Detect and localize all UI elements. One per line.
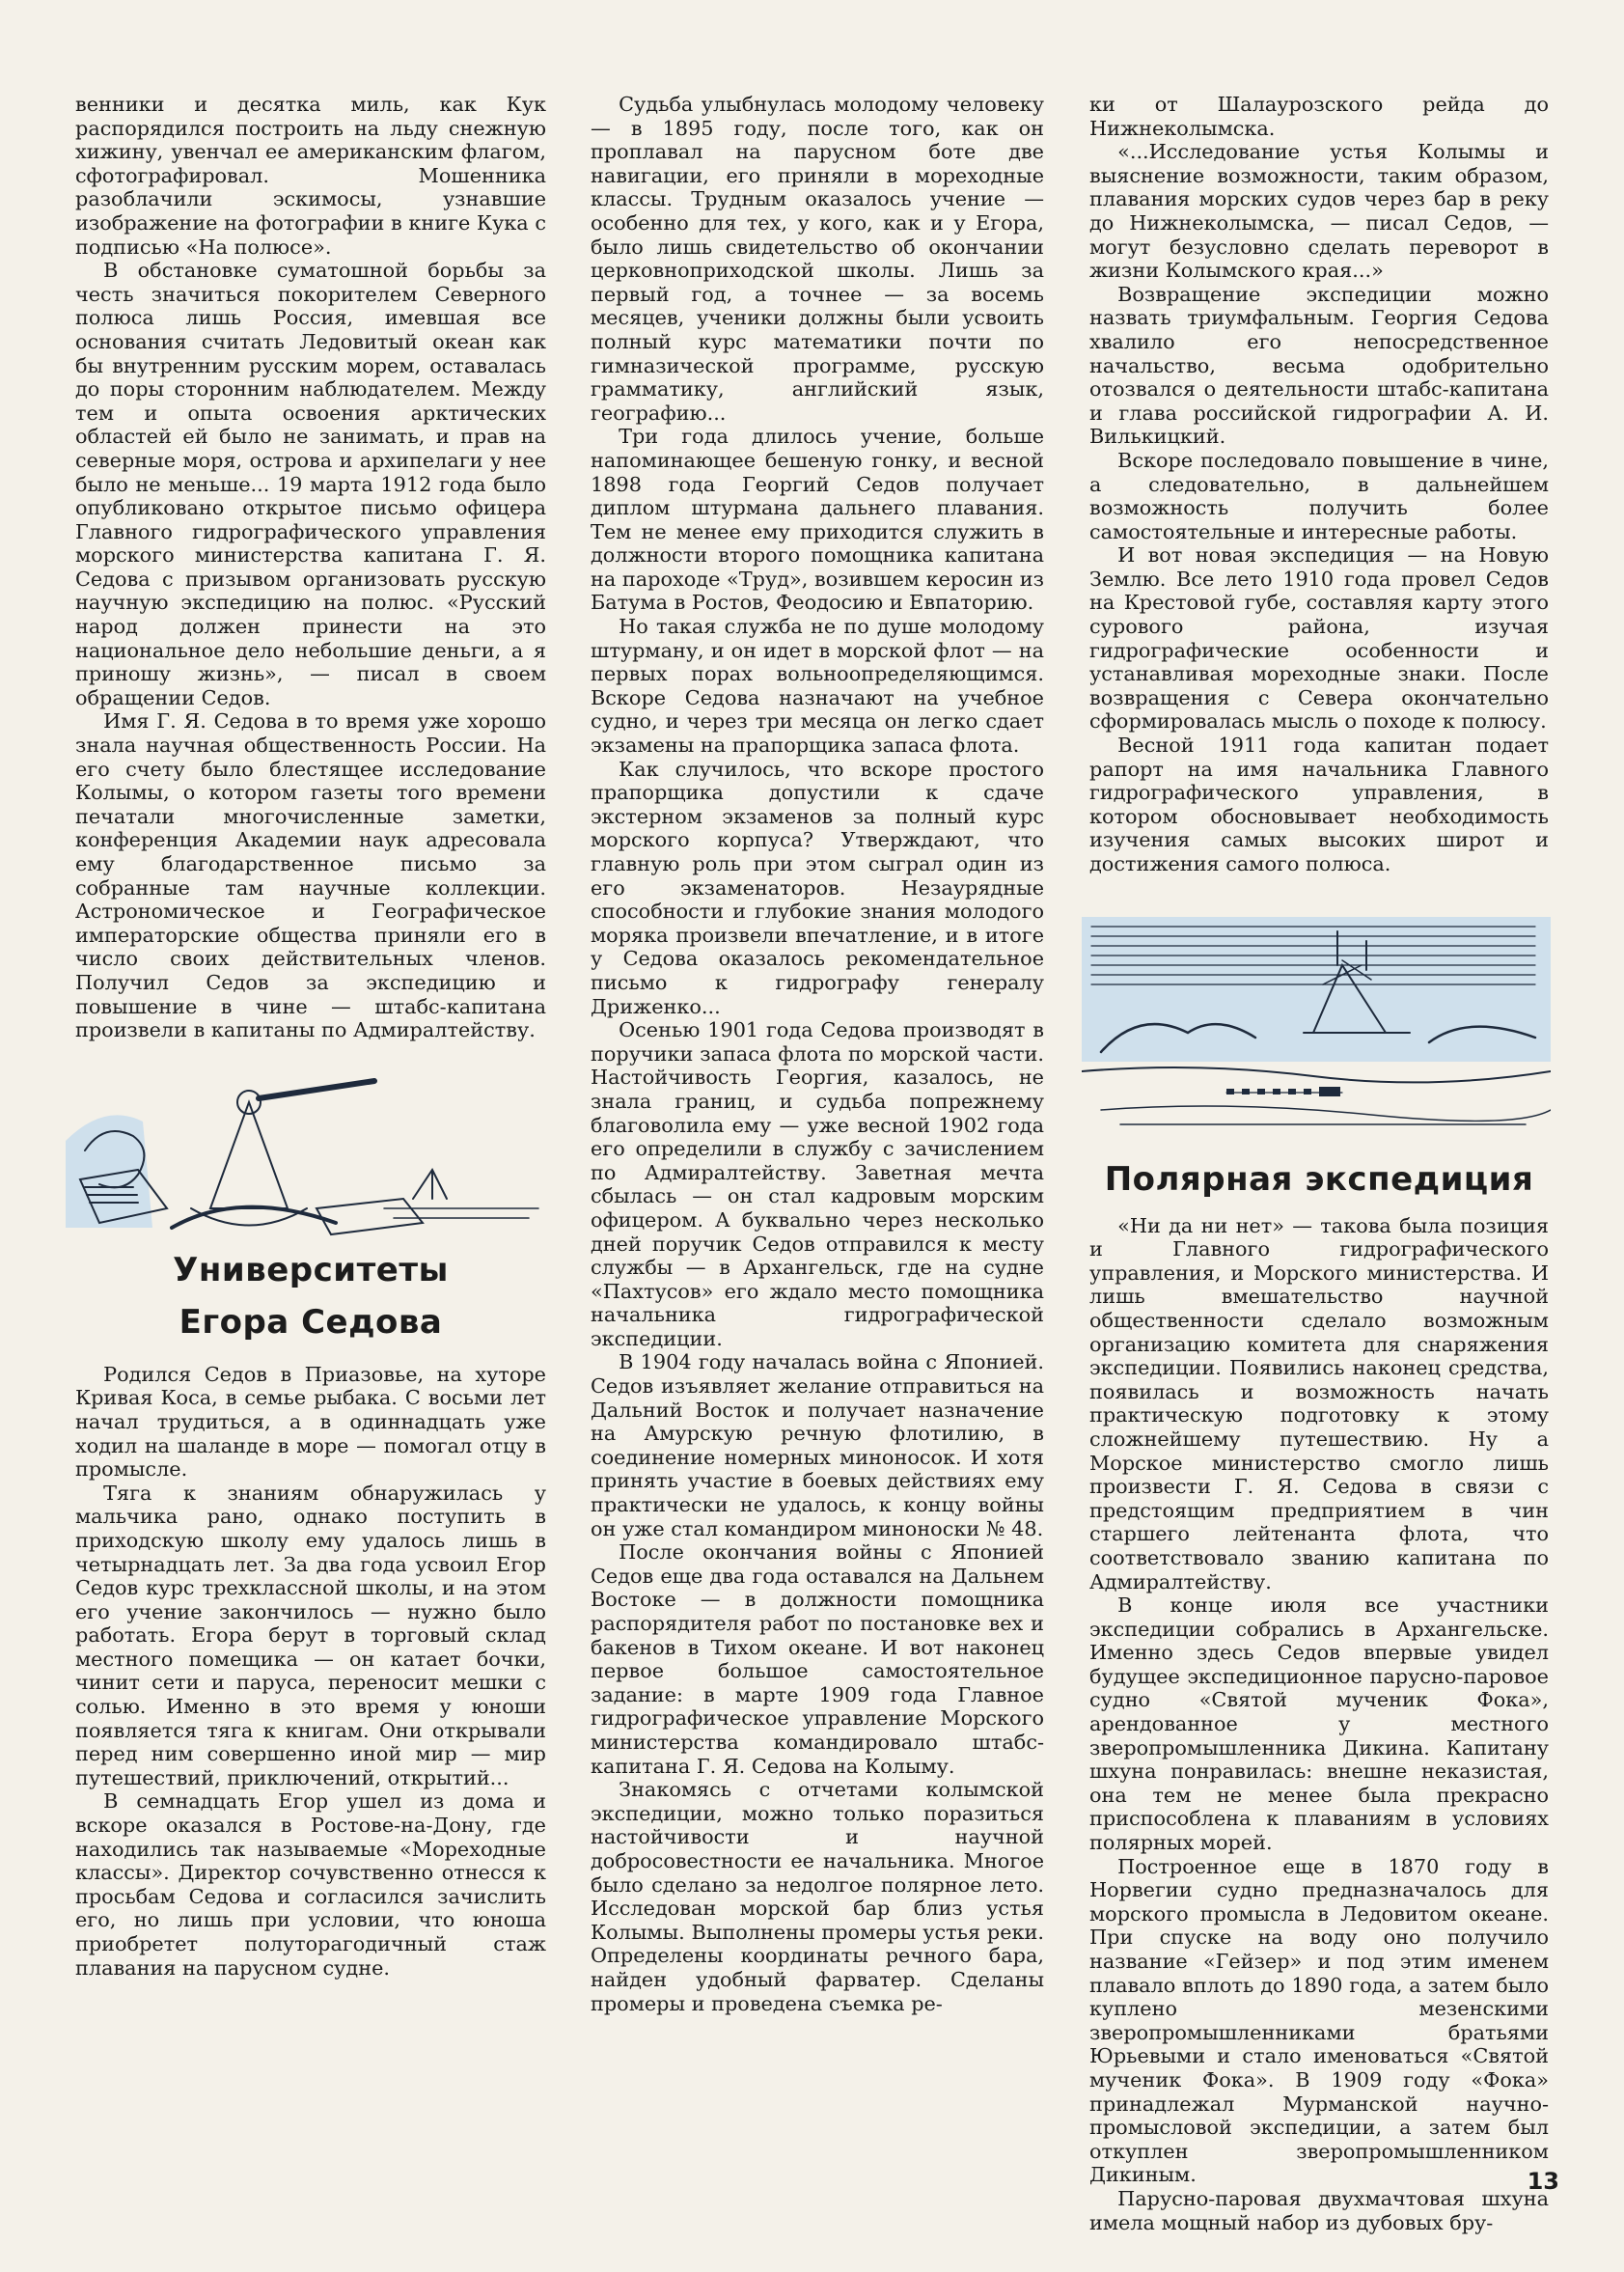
paragraph: «...Исследование устья Колымы и выяснение возможности, таким образом, плавания морских судов через бар в реку до Нижнеколымска, — писал Седов, — могут безусловно сделать переворот в жизни Колымского края...» xyxy=(1089,140,1549,283)
paragraph: Построенное еще в 1870 году в Норвегии судно предназначалось для морского промысла в Ледовитом океане. При спуске на воду оно получило название «Гейзер» и под этим именем плавало вплоть до 1890 года, а затем было куплено мезенскими зверопромышленниками братьями Юрьевыми и стало именоваться «Святой мученик Фока». В 1909 году «Фока» принадлежал Мурманской научно-промысловой экспедиции, а затем был откуплен зверопромышленником Дикиным. xyxy=(1089,1854,1549,2187)
paragraph: Знакомясь с отчетами колымской экспедиции, можно только поразиться настойчивости и научной добросовестности ее начальника. Многое было сделано за недолгое полярное лето. Исследован морской бар близ устья Колымы. Выполнены промеры устья реки. Определены координаты речного бара, найден удобный фарватер. Сделаны промеры и проведена съемка ре- xyxy=(591,1778,1044,2015)
paragraph: Судьба улыбнулась молодому человеку — в 1895 году, после того, как он проплавал на парусном боте две навигации, его приняли в мореходные классы. Трудным оказалось учение — особенно для тех, у кого, как и у Егора, было лишь свидетельство об окончании церковноприходской школы. Лишь за первый год, а точнее — за восемь месяцев, ученики должны были усвоить полный курс математики почти по гимназической программе, русскую грамматику, английский язык, географию... xyxy=(591,93,1044,425)
paragraph: Но такая служба не по душе молодому штурману, и он идет в морской флот — на первых порах вольноопределяющимся. Вскоре Седова назначают на учебное судно, и через три месяца он легко сдает экзамены на прапорщика запаса флота. xyxy=(591,615,1044,758)
paragraph: Весной 1911 года капитан подает рапорт на имя начальника Главного гидрографического управления, в котором обосновывает необходимость изучения самых высоких широт и достижения самого полюса. xyxy=(1089,734,1549,875)
paragraph: Тяга к знаниям обнаружилась у мальчика рано, однако поступить в приходскую школу ему удалось лишь в четырнадцать лет. За два года усвоил Егор Седов курс трехклассной школы, и на этом его учение закончилось — нужно было работать. Егора берут в торговый склад местного помещика — он катает бочки, чинит сети и паруса, переносит мешки с солью. Именно в это время у юноши появляется тяга к книгам. Они открывали перед ним совершенно иной мир — мир путешествий, приключений, открытий... xyxy=(75,1481,546,1789)
paragraph: Три года длилось учение, больше напоминающее бешеную гонку, и весной 1898 года Георгий Седов получает диплом штурмана дальнего плавания. Тем не менее ему приходится служить в должности второго помощника капитана на пароходе «Труд», возившем керосин из Батума в Ростов, Феодосию и Евпаторию. xyxy=(591,425,1044,615)
paragraph: Родился Седов в Приазовье, на хуторе Кривая Коса, в семье рыбака. С восьми лет начал трудиться, а в одиннадцать уже ходил на шаланде в море — помогал отцу в промысле. xyxy=(75,1362,546,1482)
paragraph: Осенью 1901 года Седова производят в поручики запаса флота по морской части. Настойчивость Георгия, казалось, не знала границ, и судьба попрежнему благоволила ему — уже весной 1902 года его определили в службу с зачислением по Адмиралтейству. Заветная мечта сбылась — он стал кадровым морским офицером. А буквально через несколько дней поручик Седов отправился к месту службы — в Архангельск, где на судне «Пахтусов» его ждало место помощника начальника гидрографической экспедиции. xyxy=(591,1018,1044,1350)
paragraph: Как случилось, что вскоре простого прапорщика допустили к сдаче экстерном экзаменов за полный курс морского корпуса? Утверждают, что главную роль при этом сыграл один из его экзаменаторов. Незаурядные способности и глубокие знания молодого моряка произвели впечатление, и в итоге у Седова оказалось рекомендательное письмо к гидрографу генералу Дриженко... xyxy=(591,757,1044,1018)
open-book-icon xyxy=(317,1199,423,1234)
paragraph: И вот новая экспедиция — на Новую Землю. Все лето 1910 года провел Седов на Крестовой губе, составляя карту этого сурового района, изучая гидрографические особенности и устанавливая мореходные знаки. После возвращения с Севера окончательно сформировалась мысль о походе к полюсу. xyxy=(1089,543,1549,734)
dog-sled-icon xyxy=(1226,1087,1342,1096)
section-heading-line-1: Университеты xyxy=(173,1250,449,1289)
polar-ship-illustration xyxy=(1082,917,1551,1139)
column-1 xyxy=(75,93,546,1980)
paragraph: В конце июля все участники экспедиции собрались в Архангельске. Именно здесь Седов впервые увидел будущее экспедиционное парусно-паровое судно «Святой мученик Фока», арендованное у местного зверопромышленника Дикина. Капитану шхуна понравилась: внешне неказистая, она тем не менее была прекрасно приспособлена к плаваниям в условиях полярных морей. xyxy=(1089,1593,1549,1855)
paragraph: Вскоре последовало повышение в чине, а следовательно, в дальнейшем возможность получить более самостоятельные и интересные работы. xyxy=(1089,448,1549,543)
paragraph: В 1904 году началась война с Японией. Седов изъявляет желание отправиться на Дальний Восток и получает назначение на Амурскую речную флотилию, в соединение номерных миноносок. И хотя принять участие в боевых действиях ему практически не удалось, к концу войны он уже стал командиром миноноски № 48. xyxy=(591,1350,1044,1540)
sky-wash xyxy=(1082,917,1551,1062)
paragraph: В обстановке суматошной борьбы за честь значиться покорителем Северного полюса лишь Россия, имевшая все основания считать Ледовитый океан как бы внутренним русским морем, оставалась до поры сторонним наблюдателем. Между тем и опыта освоения арктических областей ей было не занимать, и прав на северные моря, острова и архипелаги у нее было не меньше... 19 марта 1912 года было опубликовано открытое письмо офицера Главного гидрографического управления морского министерства капитана Г. Я. Седова с призывом организовать русскую научную экспедицию на полюс. «Русский народ должен принести на это национальное дело небольшие деньги, а я приношу жизнь», — писал в своем обращении Седов. xyxy=(75,259,546,709)
sextant-frame xyxy=(210,1102,288,1208)
page-number: 13 xyxy=(1527,2168,1559,2195)
paragraph: В семнадцать Егор ушел из дома и вскоре оказался в Ростове-на-Дону, где находились так называемые «Мореходные классы». Директор сочувственно отнесся к просьбам Седова и согласился зачислить его, но лишь при условии, что юноша приобретет полуторагодичный стаж плавания на парусном судне. xyxy=(75,1789,546,1980)
column-2 xyxy=(591,93,1044,2015)
distant-ship-icon xyxy=(413,1170,447,1199)
paragraph: Парусно-паровая двухмачтовая шхуна имела мощный набор из дубовых бру- xyxy=(1089,2186,1549,2234)
paragraph: Возвращение экспедиции можно назвать триумфальным. Георгия Седова хвалило его непосредственное начальство, весьма одобрительно отозвался о деятельности штабс-капитана и глава российской гидрографии А. И. Вилькицкий. xyxy=(1089,282,1549,449)
sextant-illustration xyxy=(66,1064,548,1237)
column-3 xyxy=(1089,93,1549,2234)
paragraph: «Ни да ни нет» — такова была позиция и Главного гидрографического управления, и Морского министерства. И лишь вмешательство научной общественности сделало возможным организацию комитета для снаряжения экспедиции. Появились наконец средства, появилась и возможность начать практическую подготовку к этому сложнейшему путешествию. Ну а Морское министерство смогло лишь произвести Г. Я. Седова в связи с предстоящим предприятием в чин старшего лейтенанта флота, что соответствовало званию капитана по Адмиралтейству. xyxy=(1089,1213,1549,1593)
section-heading-line-2: Егора Седова xyxy=(179,1302,443,1342)
paragraph: Имя Г. Я. Седова в то время уже хорошо знала научная общественность России. На его счету было блестящее исследование Колымы, о котором газеты того времени печатали многочисленные заметки, конференция Академии наук адресовала ему благодарственное письмо за собранные там научные коллекции. Астрономическое и Географическое императорские общества приняли его в число своих действительных членов. Получил Седов за экспедицию и повышение в чине — штабс-капитана произвели в капитаны по Адмиралтейству. xyxy=(75,709,546,1042)
ice-field xyxy=(1082,1067,1551,1082)
section-heading: Полярная экспедиция xyxy=(1104,1159,1534,1199)
paragraph: После окончания войны с Японией Седов еще два года оставался на Дальнем Востоке — в должности помощника распорядителя работ по постановке вех и бакенов в Тихом океане. И вот наконец первое большое самостоятельное задание: в марте 1909 года Главное гидрографическое управление Морского министерства командировало штабс-капитана Г. Я. Седова на Колыму. xyxy=(591,1540,1044,1778)
paragraph: венники и десятка миль, как Кук распорядился построить на льду снежную хижину, увенчал ее американским флагом, сфотографировал. Мошенника разоблачили эскимосы, узнавшие изображение на фотографии в книге Кука с подписью «На полюсе». xyxy=(75,93,546,259)
telescope-icon xyxy=(259,1081,374,1098)
paragraph: ки от Шалаурозского рейда до Нижнеколымска. xyxy=(1089,93,1549,140)
